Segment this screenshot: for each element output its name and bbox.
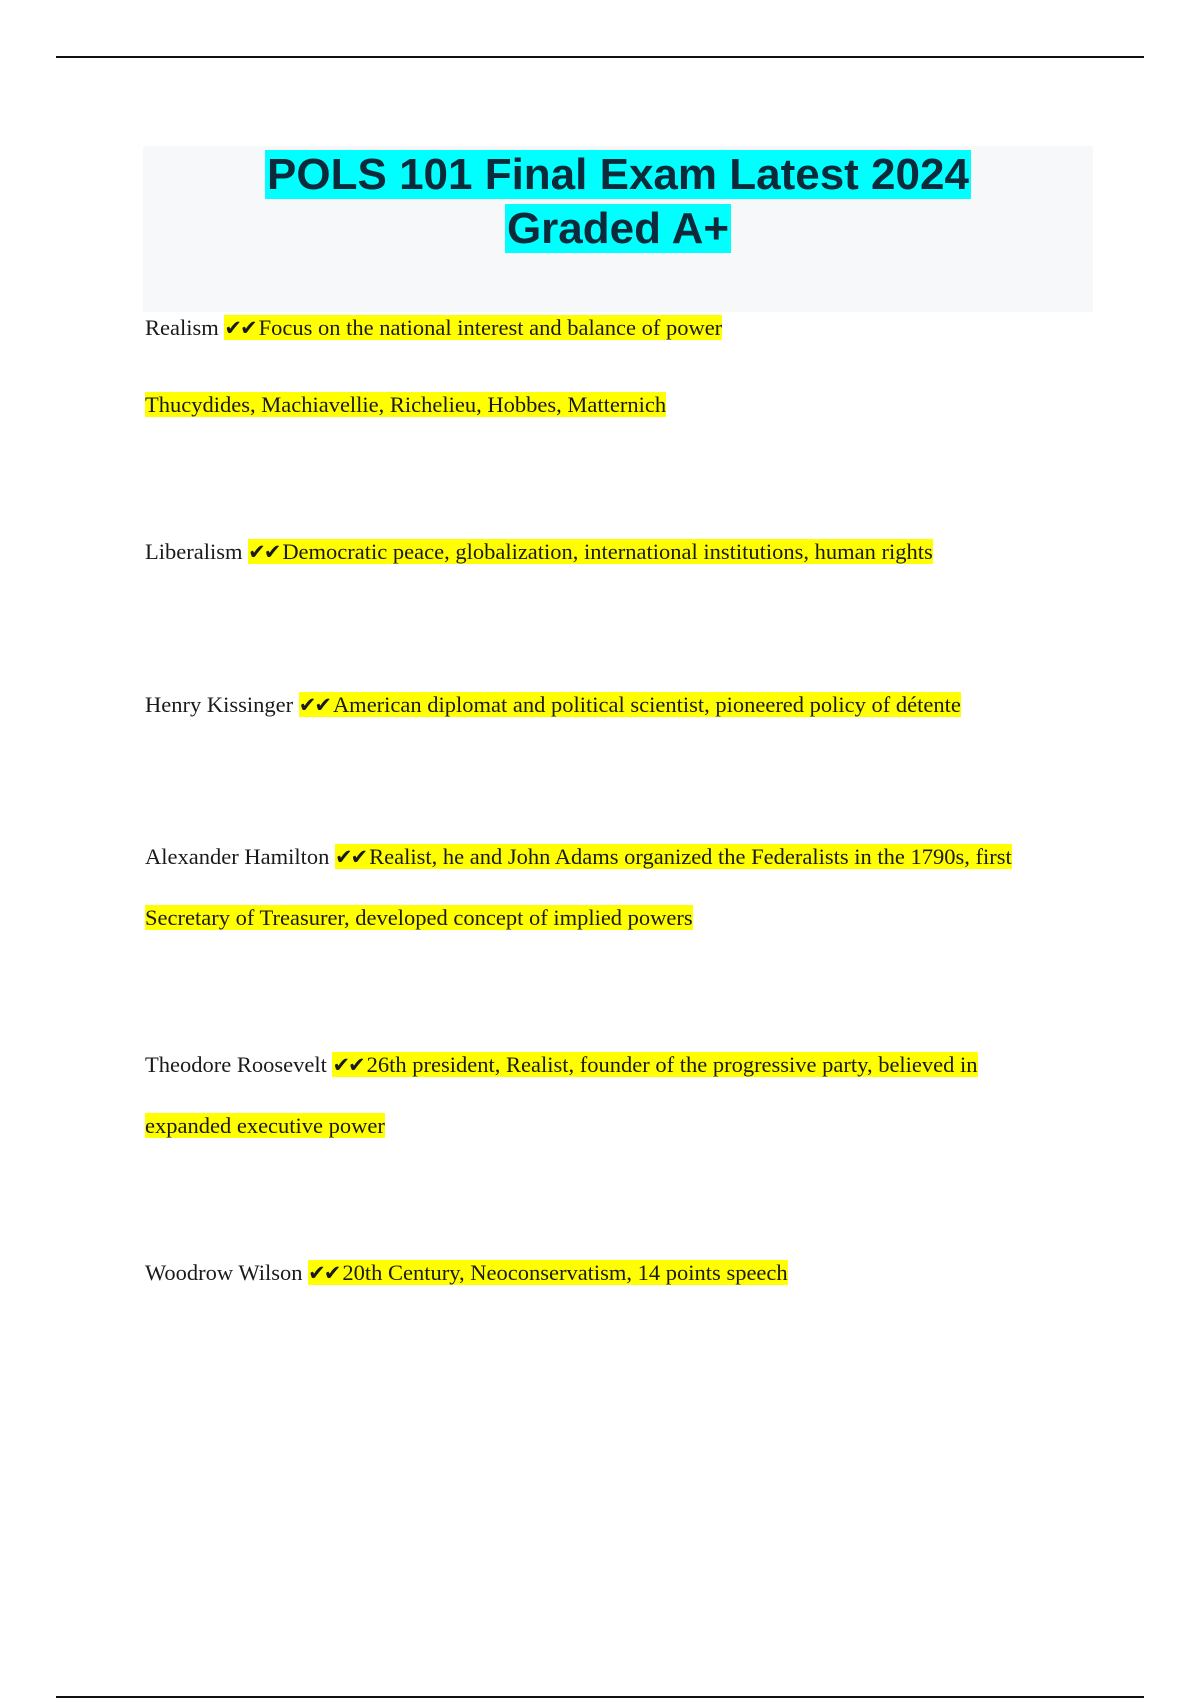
double-check-icon: ✔✔ [308,1261,340,1285]
entry-alexander-hamilton [145,842,1105,872]
entry-woodrow-wilson [145,1258,1105,1288]
entry-definition-continuation: Secretary of Treasurer, developed concept of implied powers [145,905,693,930]
entry-definition: ✔✔ Realist, he and John Adams organized the Federalists in the 1790s, first [334,844,1012,869]
entry-theodore-roosevelt [145,1050,1105,1080]
double-check-icon: ✔✔ [224,316,256,340]
entry-term: Alexander Hamilton [145,844,330,869]
bottom-rule [56,1696,1144,1698]
entry-term: Theodore Roosevelt [145,1052,327,1077]
entry-term: Henry Kissinger [145,692,294,717]
double-check-icon: ✔✔ [298,693,330,717]
entry-definition: ✔✔ 26th president, Realist, founder of the progressive party, believed in [332,1052,978,1077]
page-title-line-1: POLS 101 Final Exam Latest 2024 [267,150,969,199]
entry-henry-kissinger [145,690,1105,720]
entry-realism-continuation [145,390,1105,420]
entry-definition-continuation: Thucydides, Machiavellie, Richelieu, Hobbes, Matternich [145,392,667,417]
title-block [143,146,1093,312]
page-title-line-2: Graded A+ [506,204,730,253]
top-rule [56,56,1144,58]
entry-term: Woodrow Wilson [145,1260,303,1285]
entry-definition: ✔✔ 20th Century, Neoconservatism, 14 points speech [308,1260,788,1285]
entry-definition: ✔✔ Democratic peace, globalization, international institutions, human rights [248,539,933,564]
entry-liberalism [145,537,1105,567]
double-check-icon: ✔✔ [248,540,280,564]
entry-alexander-hamilton-continuation [145,903,1105,933]
entry-theodore-roosevelt-continuation [145,1111,1105,1141]
entry-term: Liberalism [145,539,243,564]
entry-term: Realism [145,315,219,340]
entry-definition: ✔✔ American diplomat and political scientist, pioneered policy of détente [298,692,961,717]
double-check-icon: ✔✔ [334,845,367,869]
entry-definition-continuation: expanded executive power [145,1113,385,1138]
double-check-icon: ✔✔ [332,1053,364,1077]
entry-realism [145,313,1105,343]
entry-definition: ✔✔ Focus on the national interest and balance of power [224,315,723,340]
